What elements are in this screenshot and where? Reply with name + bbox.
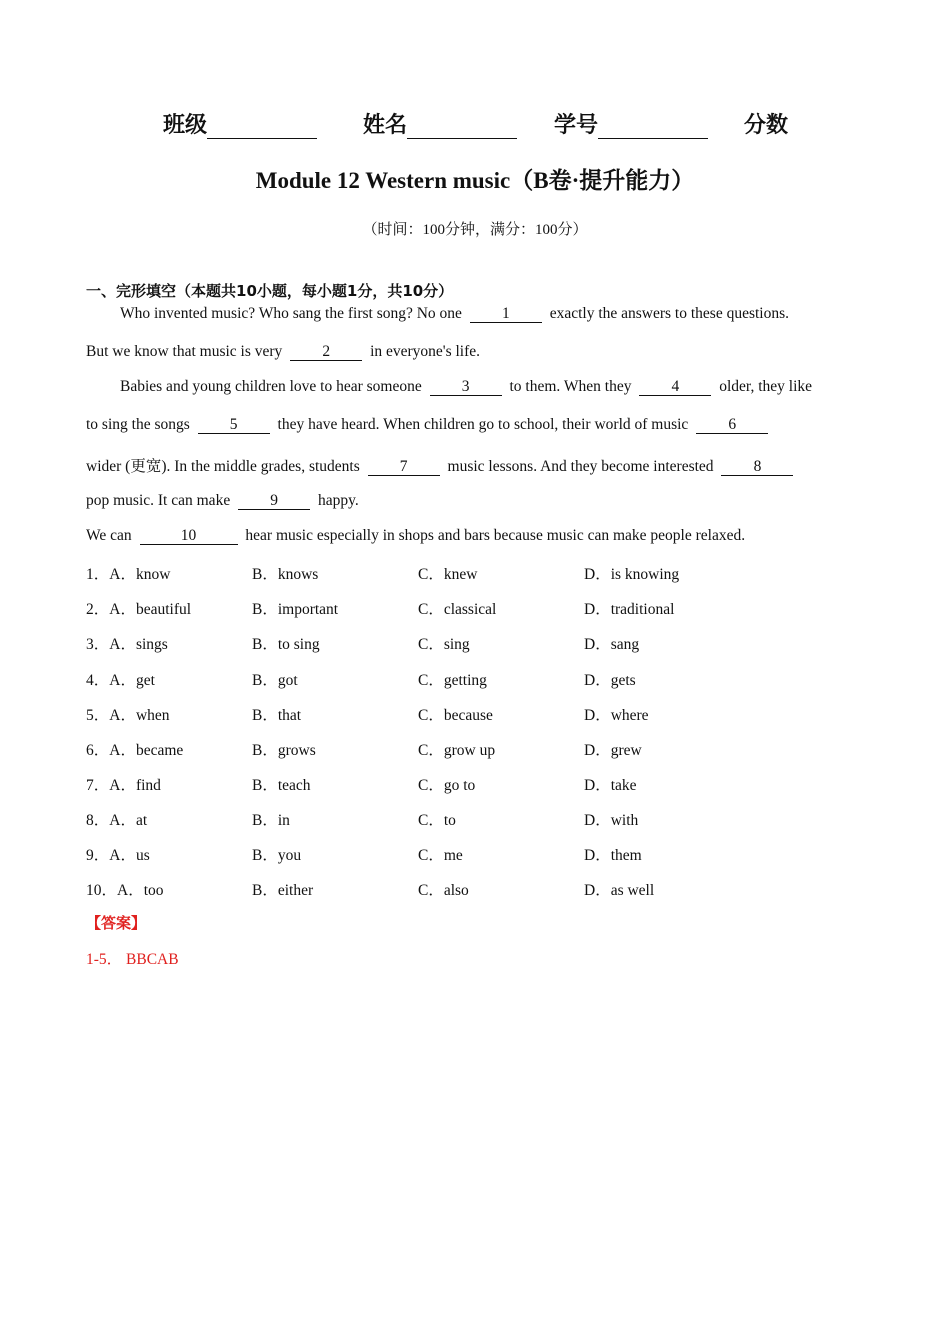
exam-info: （时间：100分钟，满分：100分） — [362, 222, 588, 238]
question-1-option-d[interactable]: D．is knowing — [584, 566, 680, 583]
blank-6[interactable]: 6 — [696, 416, 768, 434]
score-field — [744, 108, 788, 139]
question-6-option-a[interactable]: 6．A．became — [86, 742, 184, 759]
blank-1[interactable]: 1 — [470, 305, 542, 323]
passage-line-4: to sing the songs 5 they have heard. When children go to school, their world of music 6 — [86, 416, 772, 434]
question-2-option-c[interactable]: C．classical — [418, 601, 497, 618]
question-7-option-a[interactable]: 7．A．find — [86, 777, 161, 794]
id-label: 学号 — [554, 113, 599, 138]
passage-line-3: Babies and young children love to hear someone 3 to them. When they 4 older, they like — [120, 378, 812, 395]
question-4-option-a[interactable]: 4．A．get — [86, 672, 155, 689]
question-4-option-b[interactable]: B．got — [252, 672, 298, 689]
blank-3[interactable]: 3 — [430, 378, 502, 396]
question-7-option-d[interactable]: D．take — [584, 777, 637, 794]
answer-heading: 【答案】 — [86, 914, 147, 932]
class-label: 班级 — [163, 113, 208, 138]
question-1-option-c[interactable]: C．knew — [418, 566, 478, 583]
class-blank[interactable] — [207, 116, 317, 139]
blank-8[interactable]: 8 — [721, 458, 793, 476]
name-field — [363, 108, 517, 139]
question-3-option-b[interactable]: B．to sing — [252, 636, 320, 653]
question-9-option-a[interactable]: 9．A．us — [86, 847, 150, 864]
question-7-option-b[interactable]: B．teach — [252, 777, 311, 794]
question-9-option-c[interactable]: C．me — [418, 847, 463, 864]
question-10-option-a[interactable]: 10．A．too — [86, 882, 164, 899]
blank-2[interactable]: 2 — [290, 343, 362, 361]
passage-line-6: pop music. It can make 9 happy. — [86, 492, 359, 509]
question-3-option-d[interactable]: D．sang — [584, 636, 640, 653]
question-6-option-b[interactable]: B．grows — [252, 742, 316, 759]
passage-line-1: Who invented music? Who sang the first song? No one 1 exactly the answers to these questions. — [120, 305, 790, 322]
blank-5[interactable]: 5 — [198, 416, 270, 434]
question-3-option-c[interactable]: C．sing — [418, 636, 470, 653]
question-5-option-c[interactable]: C．because — [418, 707, 493, 724]
question-1-option-b[interactable]: B．knows — [252, 566, 319, 583]
score-label: 分数 — [744, 113, 789, 138]
question-2-option-d[interactable]: D．traditional — [584, 601, 675, 618]
question-1-option-a[interactable]: 1．A．know — [86, 566, 171, 583]
class-field — [163, 108, 317, 139]
question-3-option-a[interactable]: 3．A．sings — [86, 636, 168, 653]
page-title: Module 12 Western music（B卷·提升能力） — [255, 168, 695, 193]
question-2-option-b[interactable]: B．important — [252, 601, 339, 618]
question-8-option-b[interactable]: B．in — [252, 812, 290, 829]
answer-line: 1-5． BBCAB — [86, 951, 179, 968]
passage-line-2: But we know that music is very 2 in everyone's life. — [86, 343, 481, 360]
passage-line-7: We can 10 hear music especially in shops and bars because music can make people relaxed. — [86, 527, 746, 544]
section-heading: 一、完形填空（本题共10小题，每小题1分，共10分） — [86, 282, 454, 300]
passage-line-5: wider (更宽). In the middle grades, students 7 music lessons. And they become interested 8 — [86, 454, 797, 476]
question-9-option-b[interactable]: B．you — [252, 847, 302, 864]
question-10-option-c[interactable]: C．also — [418, 882, 469, 899]
id-blank[interactable] — [598, 116, 708, 139]
question-4-option-d[interactable]: D．gets — [584, 672, 636, 689]
question-7-option-c[interactable]: C．go to — [418, 777, 476, 794]
question-5-option-d[interactable]: D．where — [584, 707, 649, 724]
blank-9[interactable]: 9 — [238, 492, 310, 510]
name-label: 姓名 — [363, 113, 408, 138]
question-2-option-a[interactable]: 2．A．beautiful — [86, 601, 192, 618]
question-9-option-d[interactable]: D．them — [584, 847, 642, 864]
question-6-option-d[interactable]: D．grew — [584, 742, 642, 759]
question-10-option-d[interactable]: D．as well — [584, 882, 655, 899]
question-8-option-d[interactable]: D．with — [584, 812, 639, 829]
blank-4[interactable]: 4 — [639, 378, 711, 396]
question-5-option-a[interactable]: 5．A．when — [86, 707, 170, 724]
question-4-option-c[interactable]: C．getting — [418, 672, 487, 689]
question-10-option-b[interactable]: B．either — [252, 882, 314, 899]
id-field — [554, 108, 708, 139]
question-5-option-b[interactable]: B．that — [252, 707, 302, 724]
blank-7[interactable]: 7 — [368, 458, 440, 476]
question-6-option-c[interactable]: C．grow up — [418, 742, 496, 759]
blank-10[interactable]: 10 — [140, 527, 238, 545]
question-8-option-c[interactable]: C．to — [418, 812, 456, 829]
question-8-option-a[interactable]: 8．A．at — [86, 812, 148, 829]
name-blank[interactable] — [407, 116, 517, 139]
